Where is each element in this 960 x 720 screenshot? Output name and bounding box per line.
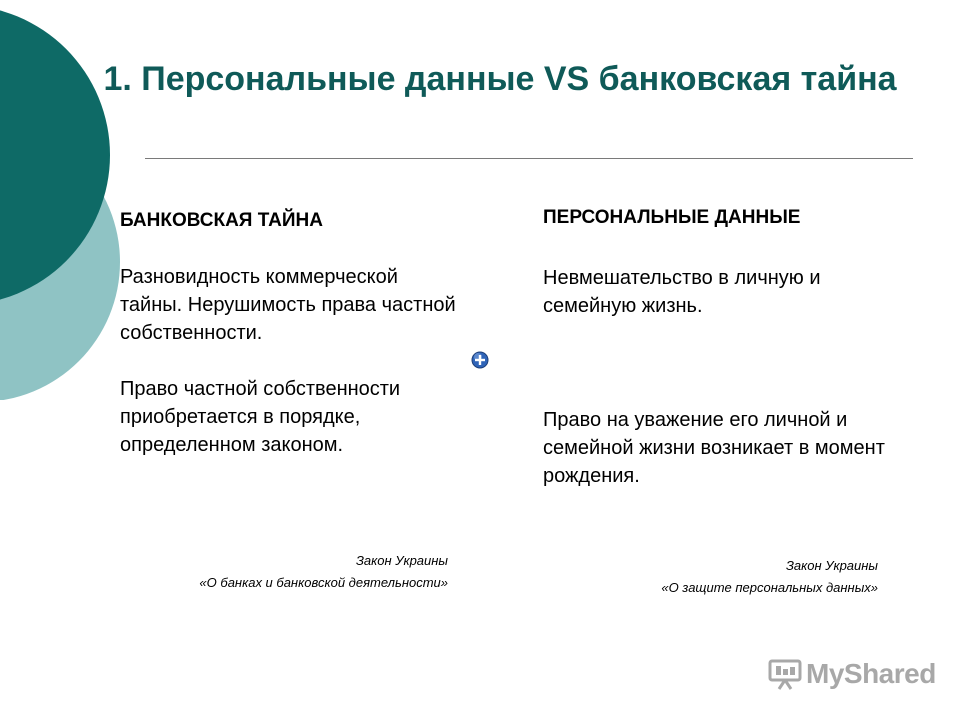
bank-law-source-line1: Закон Украины	[355, 553, 448, 568]
myshared-brand-text: MyShared	[806, 658, 936, 689]
bank-secrecy-definition: Разновидность коммерческой тайны. Нерушимость права частной собственности.	[120, 266, 456, 344]
myshared-watermark	[768, 656, 936, 692]
bank-law-source-line2: «О банках и банковской деятельности»	[199, 575, 448, 590]
slide-title: 1. Персональные данные VS банковская тайна	[103, 60, 897, 98]
title-underline	[145, 158, 913, 159]
personal-data-respect-right: Право на уважение его личной и семейной жизни возникает в момент рождения.	[543, 409, 885, 487]
bank-law-source	[110, 550, 448, 594]
personal-data-definition: Невмешательство в личную и семейную жизнь.	[543, 267, 821, 317]
plus-circle-icon[interactable]	[471, 351, 489, 369]
personal-data-heading: ПЕРСОНАЛЬНЫЕ ДАННЫЕ	[543, 207, 801, 228]
bank-secrecy-heading: БАНКОВСКАЯ ТАЙНА	[120, 210, 323, 231]
bank-secrecy-property-right: Право частной собственности приобретается в порядке, определенном законом.	[120, 378, 401, 456]
personal-data-law-source-line2: «О защите персональных данных»	[661, 580, 878, 595]
bank-secrecy-column	[120, 207, 460, 459]
personal-data-law-source-line1: Закон Украины	[785, 558, 878, 573]
personal-data-column	[543, 204, 893, 490]
personal-data-law-source	[520, 555, 878, 599]
presentation-board-icon	[768, 658, 802, 690]
